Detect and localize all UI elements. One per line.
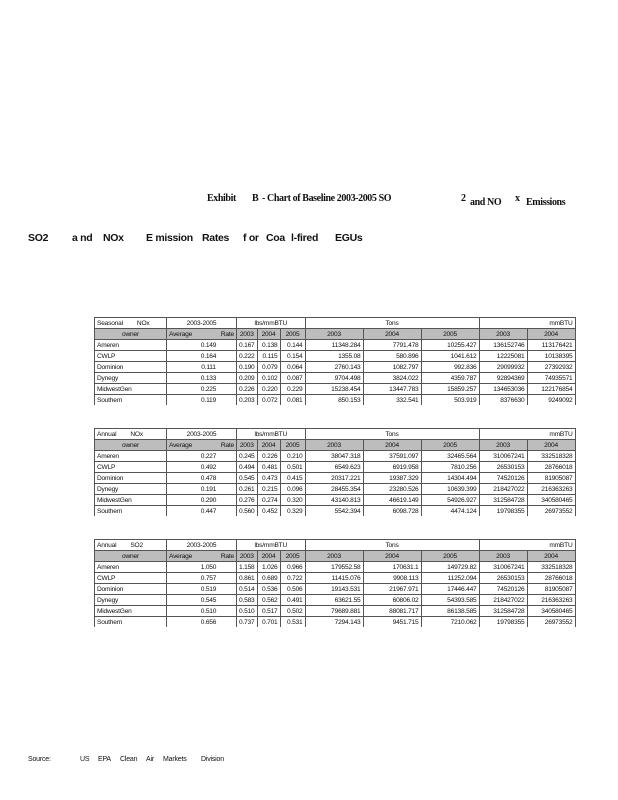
year-header: 2004 <box>363 551 421 562</box>
year-header: 2003 <box>237 551 258 562</box>
year-header: 2005 <box>421 551 479 562</box>
annual-so2-table <box>94 539 576 627</box>
table-row <box>95 373 576 384</box>
tons-2005-cell: 7810.256 <box>421 462 479 473</box>
owner-cell: MidwestGen <box>95 495 167 506</box>
rate-2003-cell: 0.190 <box>237 362 258 373</box>
tons-2003-cell: 2760.143 <box>305 362 363 373</box>
tons-2004-cell: 37591.097 <box>363 451 421 462</box>
tons-2004-cell: 3824.022 <box>363 373 421 384</box>
rate-2005-cell: 0.154 <box>280 351 305 362</box>
tons-2004-cell: 9451.715 <box>363 617 421 628</box>
rate-2003-cell: 0.167 <box>237 340 258 351</box>
year-header: 2003 <box>237 440 258 451</box>
header-row <box>95 318 576 329</box>
tons-2004-cell: 7791.478 <box>363 340 421 351</box>
rate-2005-cell: 0.415 <box>280 473 305 484</box>
heat-2004-cell: 122176854 <box>527 384 575 395</box>
tons-2005-cell: 149729.82 <box>421 562 479 573</box>
tons-2005-cell: 503.919 <box>421 395 479 406</box>
tons-2005-cell: 992.836 <box>421 362 479 373</box>
owner-header: owner <box>95 551 167 562</box>
column-header-row <box>95 551 576 562</box>
owner-cell: Ameren <box>95 562 167 573</box>
owner-header: owner <box>95 440 167 451</box>
table-row <box>95 384 576 395</box>
tons-2003-cell: 43140.813 <box>305 495 363 506</box>
heat-unit-header: mmBTU <box>479 429 575 440</box>
owner-cell: Dominion <box>95 362 167 373</box>
year-header: 2004 <box>257 551 280 562</box>
avg-range-header: 2003-2005 <box>167 429 237 440</box>
average-cell: 0.447 <box>167 506 237 517</box>
tons-2003-cell: 5542.394 <box>305 506 363 517</box>
table-row <box>95 606 576 617</box>
heat-2004-cell: 28766018 <box>527 462 575 473</box>
average-cell: 0.133 <box>167 373 237 384</box>
rate-2005-cell: 0.210 <box>280 451 305 462</box>
table-row <box>95 462 576 473</box>
tons-2004-cell: 23280.526 <box>363 484 421 495</box>
table-row <box>95 573 576 584</box>
subtitle-word: SO2 <box>28 232 49 244</box>
heat-2003-cell: 26530153 <box>479 462 527 473</box>
rate-2004-cell: 0.138 <box>257 340 280 351</box>
rate-2005-cell: 0.096 <box>280 484 305 495</box>
rate-2003-cell: 0.583 <box>237 595 258 606</box>
rate-2003-cell: 0.545 <box>237 473 258 484</box>
table-label <box>95 318 167 329</box>
column-header-row <box>95 440 576 451</box>
subtitle-word: l-fired <box>291 232 319 244</box>
tons-2004-cell: 9908.113 <box>363 573 421 584</box>
heat-2004-cell: 332518328 <box>527 562 575 573</box>
tons-2005-cell: 11252.094 <box>421 573 479 584</box>
owner-cell: Southern <box>95 617 167 628</box>
subtitle-word: EGUs <box>335 232 363 244</box>
owner-cell: Dynegy <box>95 595 167 606</box>
rate-2003-cell: 0.861 <box>237 573 258 584</box>
rate-2005-cell: 0.501 <box>280 462 305 473</box>
tons-2004-cell: 13447.783 <box>363 384 421 395</box>
owner-cell: MidwestGen <box>95 384 167 395</box>
owner-cell: CWLP <box>95 573 167 584</box>
subtitle-word: NOx <box>103 232 124 244</box>
heat-unit-header: mmBTU <box>479 318 575 329</box>
tons-2005-cell: 54926.927 <box>421 495 479 506</box>
rate-2004-cell: 0.274 <box>257 495 280 506</box>
rate-2004-cell: 0.072 <box>257 395 280 406</box>
tons-2005-cell: 14304.494 <box>421 473 479 484</box>
source-word: Air <box>146 756 154 763</box>
rate-2005-cell: 0.144 <box>280 340 305 351</box>
subtitle-word: Coa <box>266 232 285 244</box>
exhibit-emissions: Emissions <box>526 197 566 208</box>
rate-2005-cell: 0.502 <box>280 606 305 617</box>
table-row <box>95 395 576 406</box>
rate-2003-cell: 0.494 <box>237 462 258 473</box>
rate-2004-cell: 0.473 <box>257 473 280 484</box>
tons-2005-cell: 17446.447 <box>421 584 479 595</box>
tons-2005-cell: 86138.585 <box>421 606 479 617</box>
tons-2003-cell: 15238.454 <box>305 384 363 395</box>
heat-2004-cell: 28766018 <box>527 573 575 584</box>
tons-2003-cell: 9704.498 <box>305 373 363 384</box>
table-row <box>95 362 576 373</box>
rate-2004-cell: 0.226 <box>257 451 280 462</box>
year-header: 2004 <box>363 329 421 340</box>
year-header: 2004 <box>527 329 575 340</box>
average-cell: 0.656 <box>167 617 237 628</box>
table-row <box>95 495 576 506</box>
rate-2005-cell: 0.491 <box>280 595 305 606</box>
rate-2004-cell: 0.536 <box>257 584 280 595</box>
rate-2003-cell: 0.209 <box>237 373 258 384</box>
table-row <box>95 473 576 484</box>
source-word: US <box>80 756 90 763</box>
tons-2003-cell: 179552.58 <box>305 562 363 573</box>
rate-2004-cell: 0.481 <box>257 462 280 473</box>
owner-cell: CWLP <box>95 351 167 362</box>
heat-2004-cell: 9249092 <box>527 395 575 406</box>
average-cell: 1.050 <box>167 562 237 573</box>
heat-2003-cell: 26530153 <box>479 573 527 584</box>
year-header: 2004 <box>527 440 575 451</box>
heat-2003-cell: 310067241 <box>479 451 527 462</box>
average-cell: 0.119 <box>167 395 237 406</box>
tons-2003-cell: 6549.623 <box>305 462 363 473</box>
seasonal-nox-table <box>94 317 576 405</box>
owner-header: owner <box>95 329 167 340</box>
rate-header: Rate <box>220 552 234 560</box>
exhibit-so-subscript: 2 <box>461 193 466 204</box>
rate-2004-cell: 0.220 <box>257 384 280 395</box>
rate-2003-cell: 0.560 <box>237 506 258 517</box>
table-label <box>95 429 167 440</box>
source-word: Clean <box>120 756 138 763</box>
subtitle-word: E mission <box>146 232 193 244</box>
year-header: 2004 <box>257 329 280 340</box>
average-cell: 0.290 <box>167 495 237 506</box>
exhibit-and-no: and NO <box>470 197 502 208</box>
heat-2004-cell: 340580465 <box>527 606 575 617</box>
year-header: 2005 <box>421 440 479 451</box>
tons-2003-cell: 1355.08 <box>305 351 363 362</box>
rate-2004-cell: 0.452 <box>257 506 280 517</box>
heat-2003-cell: 312584728 <box>479 495 527 506</box>
tons-2003-cell: 28455.354 <box>305 484 363 495</box>
tons-2004-cell: 6098.728 <box>363 506 421 517</box>
tons-2005-cell: 4359.787 <box>421 373 479 384</box>
rate-2004-cell: 0.115 <box>257 351 280 362</box>
tons-header: Tons <box>305 540 479 551</box>
year-header: 2003 <box>305 551 363 562</box>
tons-2005-cell: 10255.427 <box>421 340 479 351</box>
tons-header: Tons <box>305 429 479 440</box>
rate-2004-cell: 0.689 <box>257 573 280 584</box>
owner-cell: Southern <box>95 506 167 517</box>
average-cell: 0.149 <box>167 340 237 351</box>
rate-2003-cell: 0.514 <box>237 584 258 595</box>
exhibit-x: x <box>515 193 520 204</box>
average-cell: 0.545 <box>167 595 237 606</box>
average-cell: 0.492 <box>167 462 237 473</box>
table-row <box>95 451 576 462</box>
average-cell: 0.478 <box>167 473 237 484</box>
avg-range-header: 2003-2005 <box>167 540 237 551</box>
average-cell: 0.164 <box>167 351 237 362</box>
source-word: Division <box>201 756 224 763</box>
year-header: 2003 <box>479 329 527 340</box>
tons-2004-cell: 88081.717 <box>363 606 421 617</box>
average-cell: 0.111 <box>167 362 237 373</box>
tons-2003-cell: 79689.881 <box>305 606 363 617</box>
owner-cell: Southern <box>95 395 167 406</box>
heat-2004-cell: 113176421 <box>527 340 575 351</box>
tons-2003-cell: 20317.221 <box>305 473 363 484</box>
rate-2005-cell: 0.087 <box>280 373 305 384</box>
table-label-pollutant: NOx <box>136 319 150 327</box>
rate-2003-cell: 0.222 <box>237 351 258 362</box>
rate-header: Rate <box>220 441 234 449</box>
rate-unit-header: lbs/mmBTU <box>237 318 306 329</box>
year-header: 2003 <box>305 440 363 451</box>
year-header: 2003 <box>305 329 363 340</box>
heat-2004-cell: 81905087 <box>527 473 575 484</box>
owner-cell: Dominion <box>95 584 167 595</box>
tons-2003-cell: 7294.143 <box>305 617 363 628</box>
exhibit-prefix: Exhibit <box>207 193 236 204</box>
heat-2004-cell: 27392932 <box>527 362 575 373</box>
heat-2004-cell: 332518328 <box>527 451 575 462</box>
heat-2003-cell: 29099932 <box>479 362 527 373</box>
heat-2004-cell: 216363263 <box>527 484 575 495</box>
year-header: 2005 <box>421 329 479 340</box>
average-rate-header <box>167 551 237 562</box>
heat-2003-cell: 310067241 <box>479 562 527 573</box>
heat-2003-cell: 19798355 <box>479 617 527 628</box>
subtitle-word: a nd <box>72 232 93 244</box>
owner-cell: Dynegy <box>95 373 167 384</box>
table-label <box>95 540 167 551</box>
heat-2003-cell: 136152746 <box>479 340 527 351</box>
rate-2005-cell: 0.531 <box>280 617 305 628</box>
rate-2003-cell: 0.737 <box>237 617 258 628</box>
avg-range-header: 2003-2005 <box>167 318 237 329</box>
rate-2004-cell: 0.215 <box>257 484 280 495</box>
tons-2003-cell: 850.153 <box>305 395 363 406</box>
year-header: 2003 <box>479 440 527 451</box>
rate-2003-cell: 0.276 <box>237 495 258 506</box>
tons-2004-cell: 170631.1 <box>363 562 421 573</box>
rate-2003-cell: 0.203 <box>237 395 258 406</box>
average-cell: 0.227 <box>167 451 237 462</box>
rate-2005-cell: 0.064 <box>280 362 305 373</box>
year-header: 2005 <box>280 551 305 562</box>
average-rate-header <box>167 329 237 340</box>
rate-2005-cell: 0.320 <box>280 495 305 506</box>
rate-2005-cell: 0.081 <box>280 395 305 406</box>
table-row <box>95 562 576 573</box>
heat-unit-header: mmBTU <box>479 540 575 551</box>
table-row <box>95 584 576 595</box>
column-header-row <box>95 329 576 340</box>
heat-2004-cell: 81905087 <box>527 584 575 595</box>
tons-2004-cell: 19387.329 <box>363 473 421 484</box>
table-row <box>95 340 576 351</box>
rate-2004-cell: 0.079 <box>257 362 280 373</box>
exhibit-main-text: - Chart of Baseline 2003-2005 SO <box>262 193 392 204</box>
owner-cell: Dynegy <box>95 484 167 495</box>
heat-2003-cell: 8376630 <box>479 395 527 406</box>
annual-nox-table <box>94 428 576 516</box>
heat-2004-cell: 216363263 <box>527 595 575 606</box>
tons-2003-cell: 11348.284 <box>305 340 363 351</box>
tons-2004-cell: 332.541 <box>363 395 421 406</box>
table-row <box>95 506 576 517</box>
owner-cell: Ameren <box>95 451 167 462</box>
rate-2004-cell: 0.102 <box>257 373 280 384</box>
average-cell: 0.510 <box>167 606 237 617</box>
table-row <box>95 617 576 628</box>
rate-unit-header: lbs/mmBTU <box>237 429 306 440</box>
exhibit-title <box>0 193 618 215</box>
tons-2005-cell: 15859.257 <box>421 384 479 395</box>
heat-2004-cell: 26973552 <box>527 617 575 628</box>
heat-2003-cell: 218427022 <box>479 484 527 495</box>
average-header: Average <box>169 330 193 338</box>
average-rate-header <box>167 440 237 451</box>
rate-2004-cell: 0.517 <box>257 606 280 617</box>
heat-2003-cell: 134653036 <box>479 384 527 395</box>
heat-2004-cell: 340580465 <box>527 495 575 506</box>
year-header: 2004 <box>527 551 575 562</box>
average-cell: 0.191 <box>167 484 237 495</box>
subtitle-word: Rates <box>202 232 230 244</box>
tons-2005-cell: 1041.612 <box>421 351 479 362</box>
tons-2005-cell: 32465.564 <box>421 451 479 462</box>
year-header: 2003 <box>237 329 258 340</box>
tons-2003-cell: 11415.076 <box>305 573 363 584</box>
source-label: Source: <box>28 756 51 763</box>
table-label-pollutant: NOx <box>130 430 143 438</box>
table-label-pollutant: SO2 <box>130 541 143 549</box>
average-header: Average <box>169 441 193 449</box>
header-row <box>95 429 576 440</box>
rate-2004-cell: 0.701 <box>257 617 280 628</box>
tons-2004-cell: 46619.149 <box>363 495 421 506</box>
rate-2003-cell: 0.261 <box>237 484 258 495</box>
rate-2005-cell: 0.329 <box>280 506 305 517</box>
rate-2003-cell: 1.158 <box>237 562 258 573</box>
tons-2004-cell: 6919.958 <box>363 462 421 473</box>
rate-2005-cell: 0.966 <box>280 562 305 573</box>
heat-2003-cell: 312584728 <box>479 606 527 617</box>
heat-2003-cell: 218427022 <box>479 595 527 606</box>
tons-2004-cell: 1082.797 <box>363 362 421 373</box>
header-row <box>95 540 576 551</box>
exhibit-letter: B <box>252 193 259 204</box>
average-cell: 0.225 <box>167 384 237 395</box>
tons-2004-cell: 580.896 <box>363 351 421 362</box>
year-header: 2005 <box>280 329 305 340</box>
table-label-measure: Seasonal <box>97 319 123 327</box>
year-header: 2004 <box>363 440 421 451</box>
tons-2005-cell: 54393.585 <box>421 595 479 606</box>
source-word: EPA <box>98 756 111 763</box>
tons-2005-cell: 7210.062 <box>421 617 479 628</box>
rate-2004-cell: 1.026 <box>257 562 280 573</box>
rate-2005-cell: 0.229 <box>280 384 305 395</box>
rate-2003-cell: 0.510 <box>237 606 258 617</box>
year-header: 2005 <box>280 440 305 451</box>
heat-2003-cell: 92894369 <box>479 373 527 384</box>
rate-header: Rate <box>220 330 234 338</box>
heat-2004-cell: 10138395 <box>527 351 575 362</box>
average-cell: 0.757 <box>167 573 237 584</box>
source-word: Markets <box>163 756 187 763</box>
table-row <box>95 484 576 495</box>
subtitle-word: f or <box>243 232 259 244</box>
heat-2003-cell: 12225081 <box>479 351 527 362</box>
rate-2003-cell: 0.226 <box>237 384 258 395</box>
tons-2004-cell: 21967.971 <box>363 584 421 595</box>
year-header: 2003 <box>479 551 527 562</box>
heat-2004-cell: 26973552 <box>527 506 575 517</box>
tons-2005-cell: 10639.399 <box>421 484 479 495</box>
rate-2004-cell: 0.562 <box>257 595 280 606</box>
heat-2003-cell: 74520126 <box>479 473 527 484</box>
heat-2003-cell: 19798355 <box>479 506 527 517</box>
tons-2003-cell: 38047.318 <box>305 451 363 462</box>
owner-cell: MidwestGen <box>95 606 167 617</box>
owner-cell: CWLP <box>95 462 167 473</box>
table-label-measure: Annual <box>97 430 117 438</box>
rate-2003-cell: 0.245 <box>237 451 258 462</box>
table-row <box>95 595 576 606</box>
table-label-measure: Annual <box>97 541 117 549</box>
owner-cell: Ameren <box>95 340 167 351</box>
rate-2005-cell: 0.722 <box>280 573 305 584</box>
tons-2003-cell: 19143.531 <box>305 584 363 595</box>
rate-2005-cell: 0.506 <box>280 584 305 595</box>
average-header: Average <box>169 552 193 560</box>
tons-2004-cell: 60806.02 <box>363 595 421 606</box>
average-cell: 0.519 <box>167 584 237 595</box>
year-header: 2004 <box>257 440 280 451</box>
heat-2004-cell: 74935571 <box>527 373 575 384</box>
tons-2005-cell: 4474.124 <box>421 506 479 517</box>
tons-header: Tons <box>305 318 479 329</box>
rate-unit-header: lbs/mmBTU <box>237 540 306 551</box>
table-row <box>95 351 576 362</box>
owner-cell: Dominion <box>95 473 167 484</box>
tons-2003-cell: 63621.55 <box>305 595 363 606</box>
heat-2003-cell: 74520126 <box>479 584 527 595</box>
